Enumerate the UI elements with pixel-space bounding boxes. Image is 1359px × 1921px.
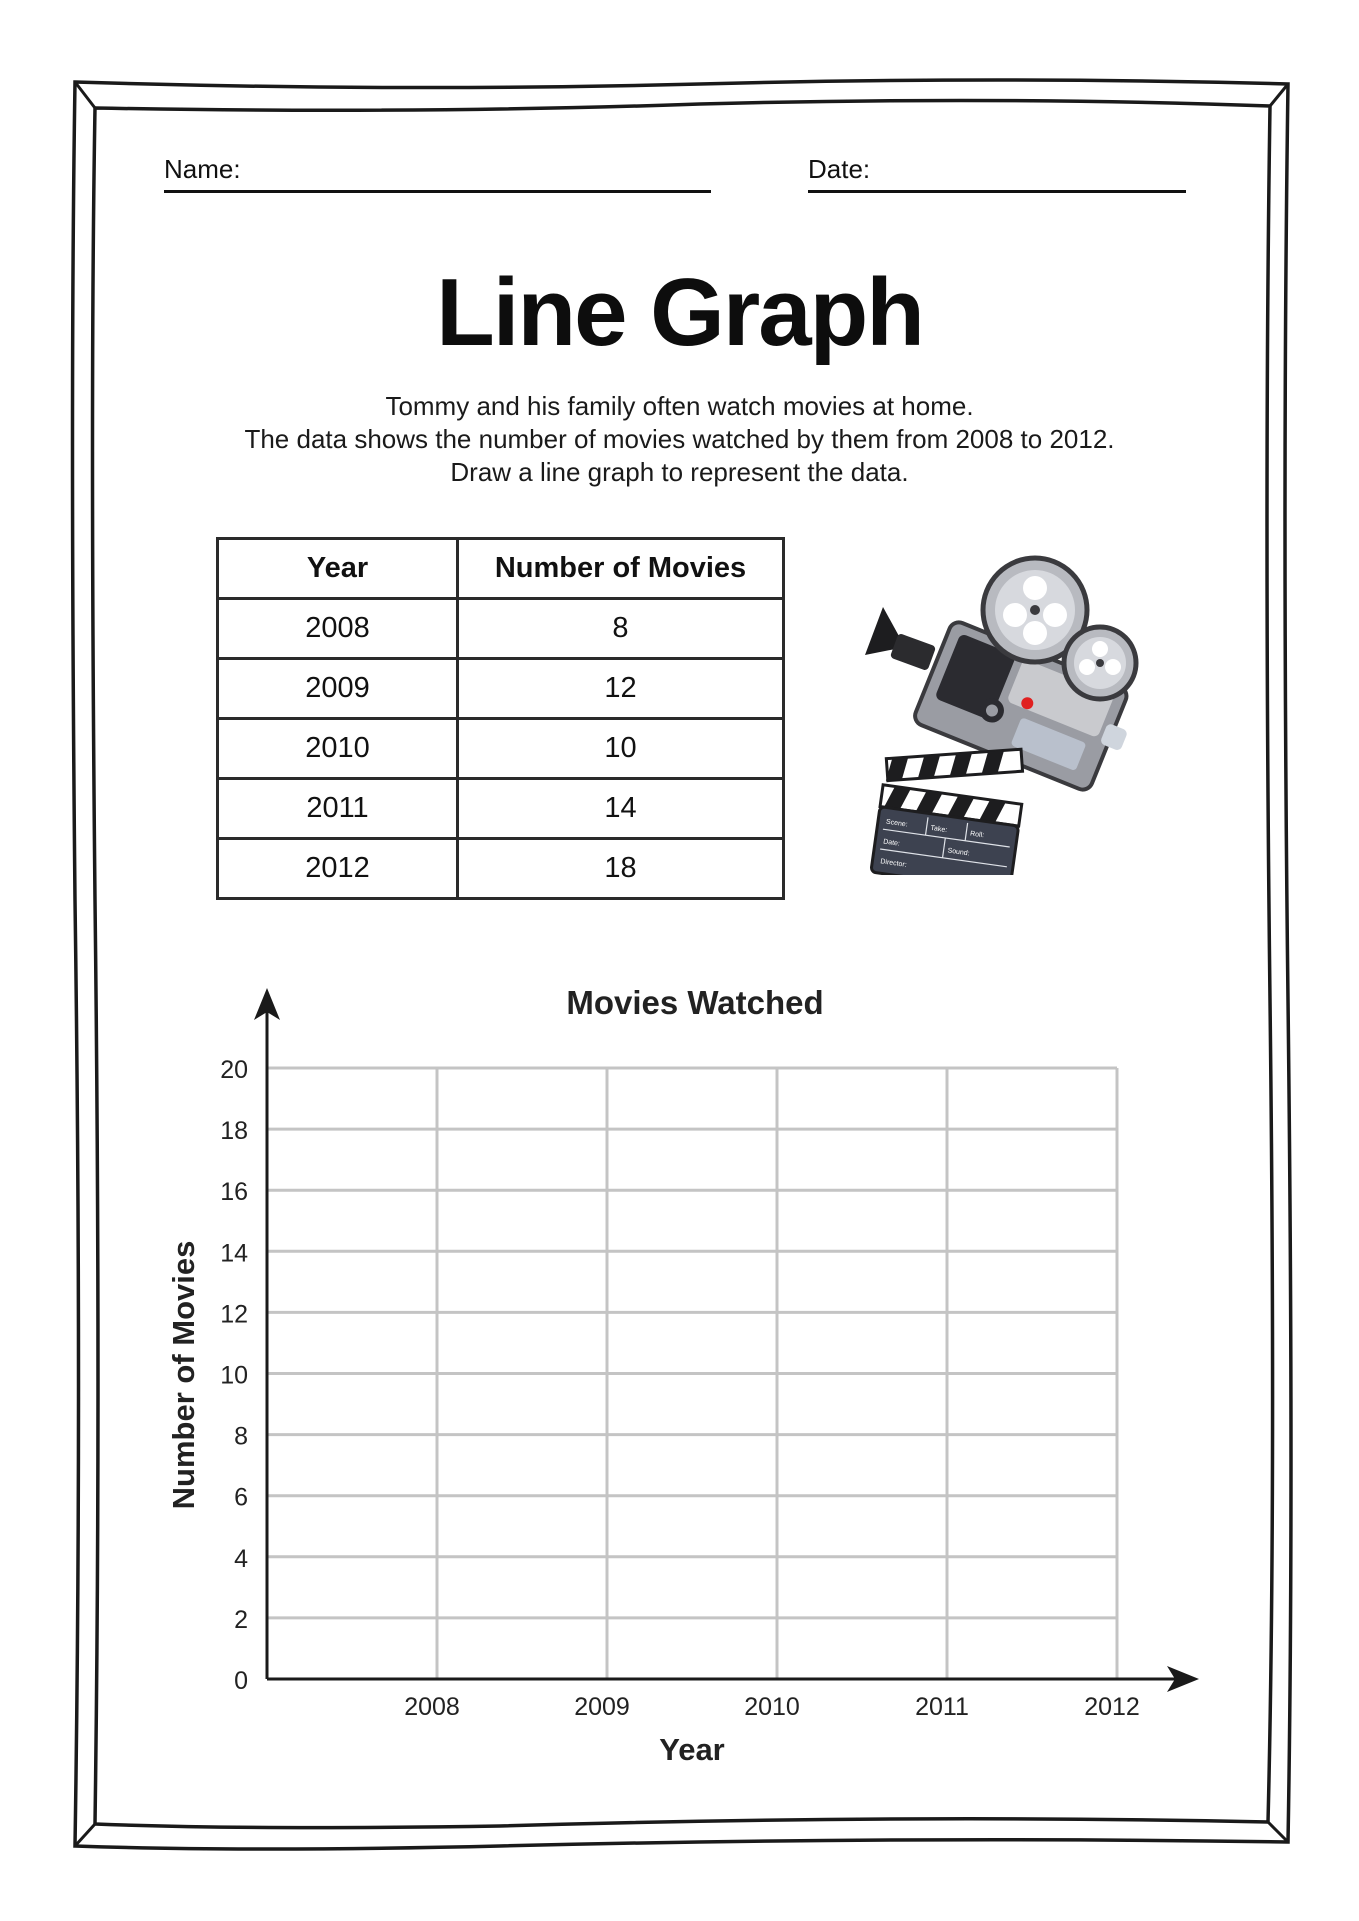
table-row <box>218 779 784 839</box>
y-tick-label: 4 <box>234 1544 248 1573</box>
date-label: Date: <box>808 154 871 184</box>
table-row <box>218 839 784 899</box>
y-tick-label: 0 <box>234 1667 248 1695</box>
y-tick-label: 20 <box>220 1056 248 1084</box>
clapper-text: Scene: <box>885 818 909 829</box>
x-tick-label: 2011 <box>915 1693 969 1721</box>
chart-title: Movies Watched <box>566 984 824 1021</box>
instruction-line: Tommy and his family often watch movies at home. <box>385 391 974 421</box>
y-axis-title: Number of Movies <box>166 1240 201 1510</box>
table-row <box>218 719 784 779</box>
data-table <box>216 537 785 900</box>
y-tick-label: 14 <box>220 1239 248 1268</box>
y-tick-label: 8 <box>234 1422 248 1451</box>
y-tick-label: 2 <box>234 1605 248 1634</box>
table-cell-year: 2009 <box>218 659 458 719</box>
page-title: Line Graph <box>436 259 923 366</box>
table-cell-year: 2012 <box>218 839 458 899</box>
instruction-line: The data shows the number of movies watched by them from 2008 to 2012. <box>244 424 1115 454</box>
clapper-text: Director: <box>879 858 908 869</box>
column-header-year: Year <box>218 539 458 599</box>
x-tick-label: 2009 <box>574 1693 630 1721</box>
y-tick-label: 6 <box>234 1483 248 1512</box>
x-tick-label: 2010 <box>744 1693 800 1721</box>
table-header-row <box>218 539 784 599</box>
table-cell-year: 2008 <box>218 599 458 659</box>
column-header-movies: Number of Movies <box>458 539 784 599</box>
instruction-line: Draw a line graph to represent the data. <box>450 457 909 487</box>
table-row <box>218 659 784 719</box>
table-cell-movies: 8 <box>458 599 784 659</box>
y-tick-label: 12 <box>220 1300 248 1329</box>
clapper-text: Date: <box>882 838 901 848</box>
name-field[interactable] <box>164 190 711 193</box>
y-tick-label: 18 <box>220 1117 248 1146</box>
date-field[interactable] <box>808 190 1186 193</box>
name-label: Name: <box>164 154 241 184</box>
y-tick-label: 16 <box>220 1178 248 1207</box>
table-cell-movies: 14 <box>458 779 784 839</box>
instructions <box>0 390 1359 489</box>
table-cell-movies: 12 <box>458 659 784 719</box>
x-tick-label: 2008 <box>404 1693 460 1721</box>
clapper-text: Roll: <box>969 830 985 840</box>
movie-projector-and-clapperboard-icon <box>845 555 1165 875</box>
table-cell-movies: 10 <box>458 719 784 779</box>
clapper-text: Take: <box>930 824 948 835</box>
table-cell-year: 2011 <box>218 779 458 839</box>
x-tick-label: 2012 <box>1084 1693 1140 1721</box>
clapper-text: Sound: <box>947 847 970 858</box>
table-row <box>218 599 784 659</box>
table-cell-year: 2010 <box>218 719 458 779</box>
table-cell-movies: 18 <box>458 839 784 899</box>
x-axis-title: Year <box>659 1732 725 1767</box>
y-tick-label: 10 <box>220 1361 248 1390</box>
